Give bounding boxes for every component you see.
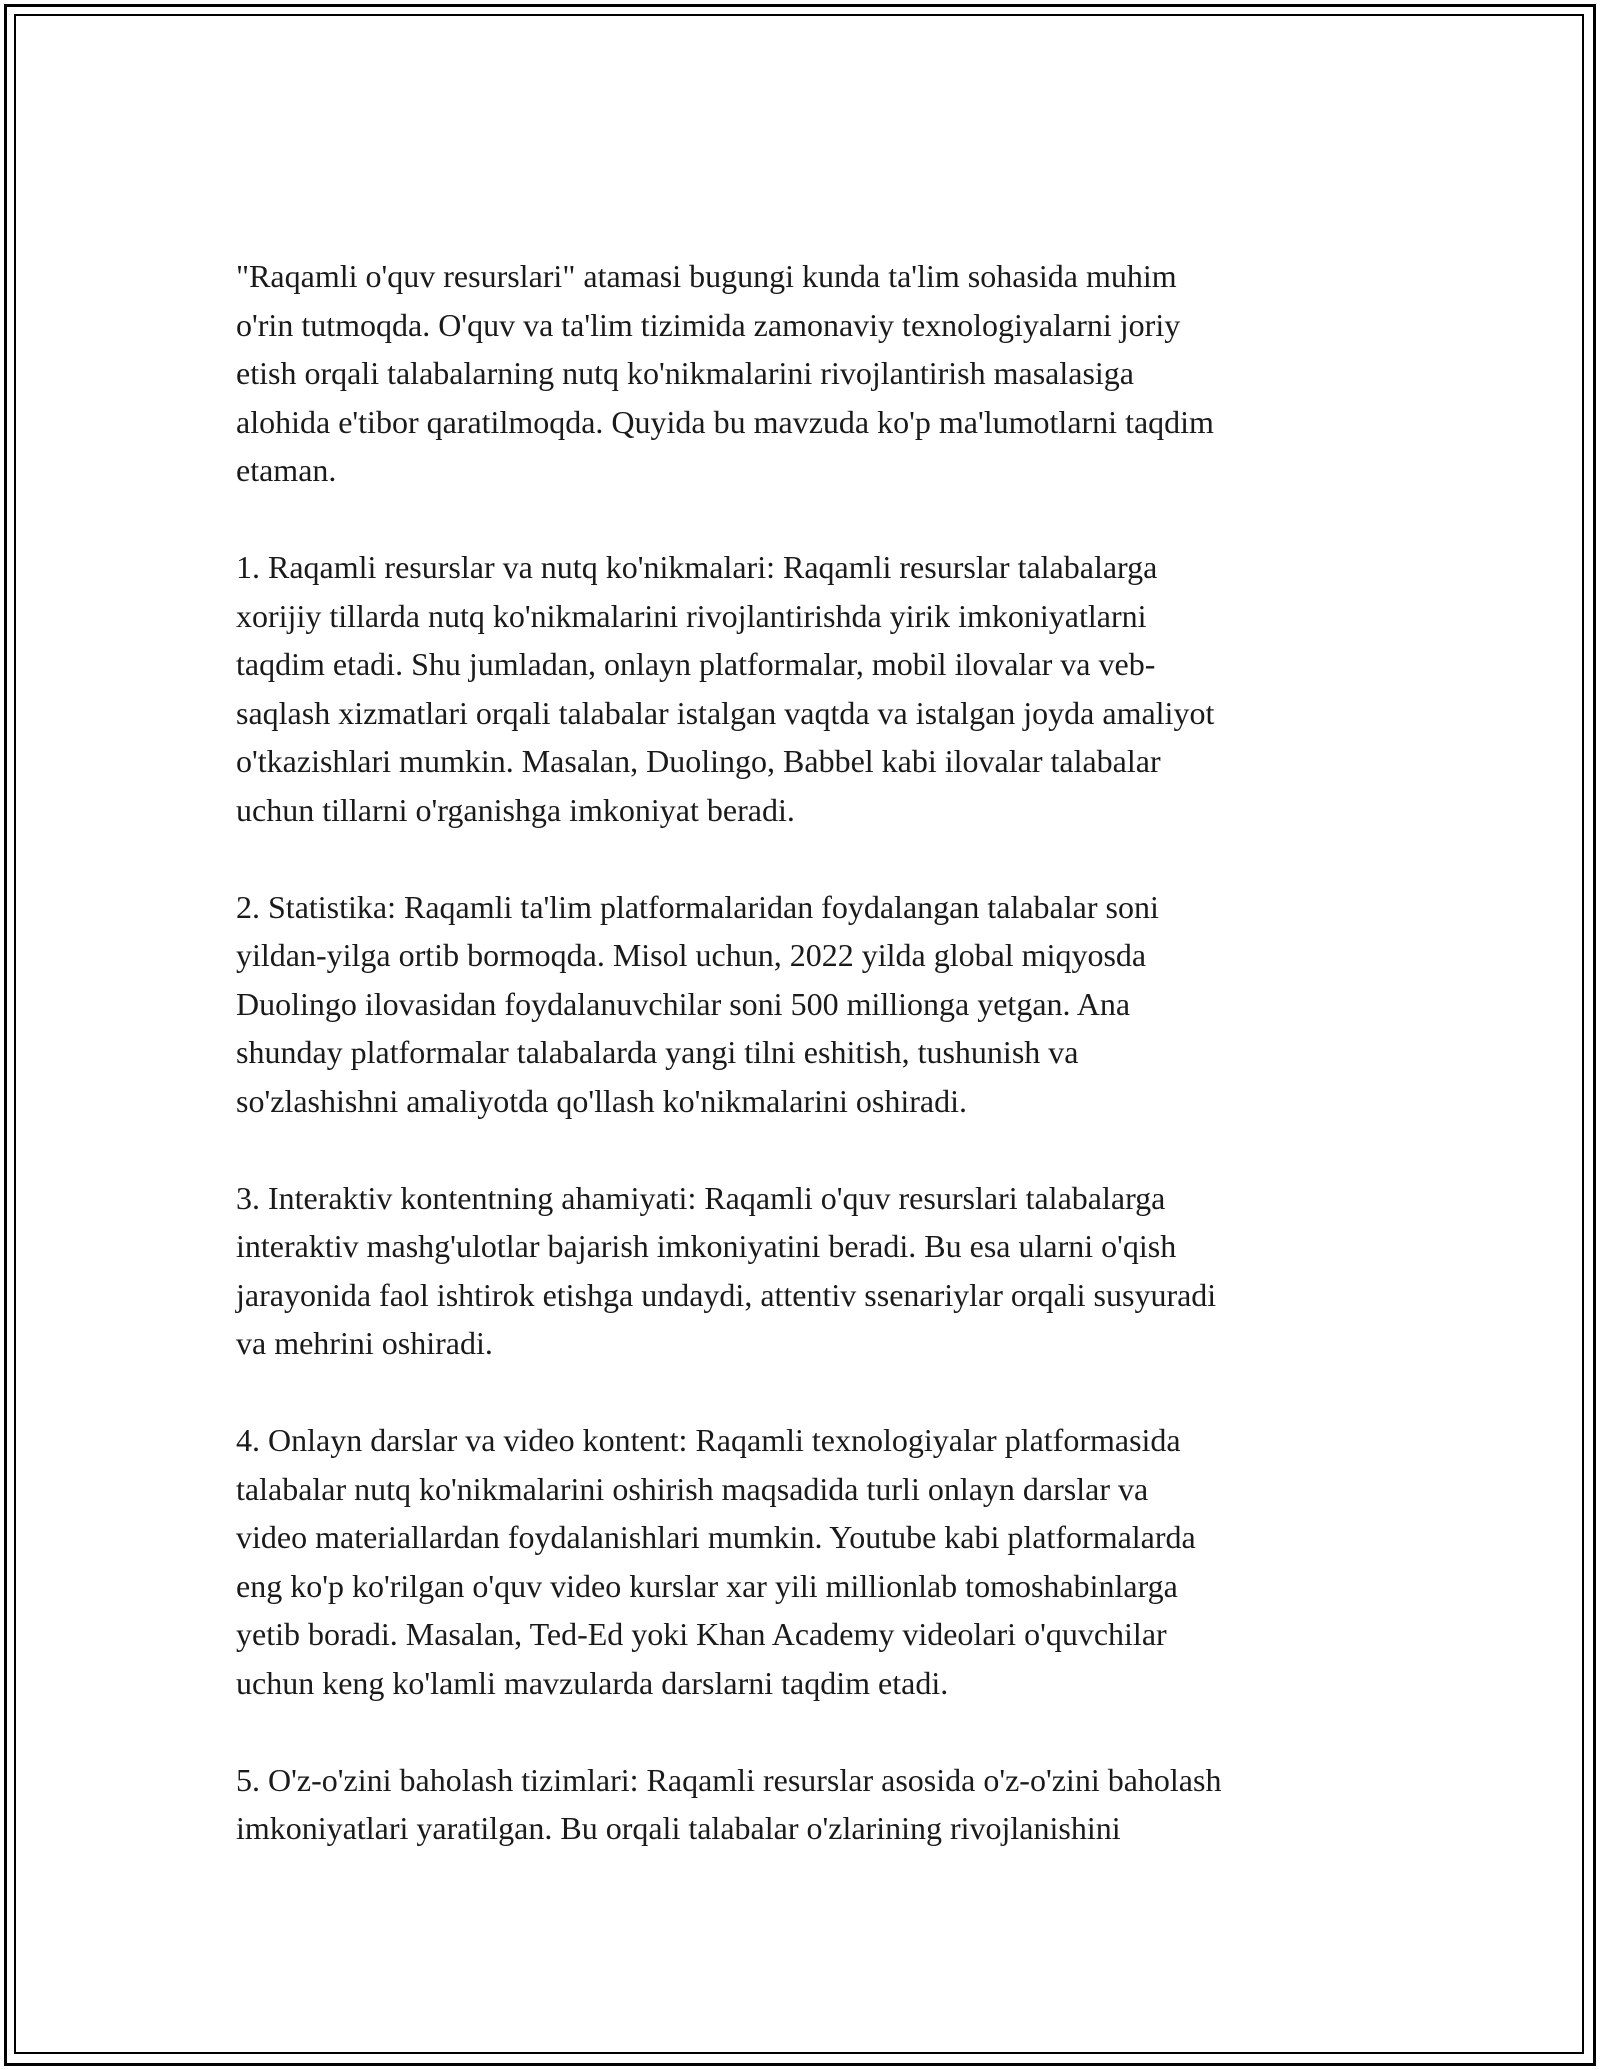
document-body	[236, 252, 1376, 1853]
section-5-paragraph: 5. O'z-o'zini baholash tizimlari: Raqamli resurslar asosida o'z-o'zini baholash imkoniyatlari yaratilgan. Bu orqali talabalar o'zlarining rivojlanishini	[236, 1761, 1222, 1846]
intro-paragraph: "Raqamli o'quv resurslari" atamasi bugungi kunda ta'lim sohasida muhim o'rin tutmoqda. O'quv va ta'lim tizimida zamonaviy texnologiyalarni joriy etish orqali talabalarning nutq ko'nikmalarini rivojlantirish masalasiga alohida e'tibor qaratilmoqda. Quyida bu mavzuda ko'p ma'lumotlarni taqdim etaman.	[236, 258, 1214, 488]
section-3-paragraph: 3. Interaktiv kontentning ahamiyati: Raqamli o'quv resurslari talabalarga interaktiv mashg'ulotlar bajarish imkoniyatini beradi. Bu esa ularni o'qish jarayonida faol ishtirok etishga undaydi, attentiv ssenariylar orqali susyuradi va mehrini oshiradi.	[236, 1179, 1217, 1361]
section-1-paragraph: 1. Raqamli resurslar va nutq ko'nikmalari: Raqamli resurslar talabalarga xorijiy tillarda nutq ko'nikmalarini rivojlantirishda yirik imkoniyatlarni taqdim etadi. Shu jumladan, onlayn platformalar, mobil ilovalar va veb- saqlash xizmatlari orqali talabalar istalgan vaqtda va istalgan joyda amaliyot o'tkazishlari mumkin. Masalan, Duolingo, Babbel kabi ilovalar talabalar uchun tillarni o'rganishga imkoniyat beradi.	[236, 549, 1215, 828]
section-4-paragraph: 4. Onlayn darslar va video kontent: Raqamli texnologiyalar platformasida talabalar nutq ko'nikmalarini oshirish maqsadida turli onlayn darslar va video materiallardan foydalanishlari mumkin. Youtube kabi platformalarda eng ko'p ko'rilgan o'quv video kurslar xar yili millionlab tomoshabinlarga yetib boradi. Masalan, Ted-Ed yoki Khan Academy videolari o'quvchilar uchun keng ko'lamli mavzularda darslarni taqdim etadi.	[236, 1422, 1196, 1701]
section-2-paragraph: 2. Statistika: Raqamli ta'lim platformalaridan foydalangan talabalar soni yildan-yilga ortib bormoqda. Misol uchun, 2022 yilda global miqyosda Duolingo ilovasidan foydalanuvchilar soni 500 millionga yetgan. Ana shunday platformalar talabalarda yangi tilni eshitish, tushunish va so'zlashishni amaliyotda qo'llash ko'nikmalarini oshiradi.	[236, 888, 1159, 1119]
